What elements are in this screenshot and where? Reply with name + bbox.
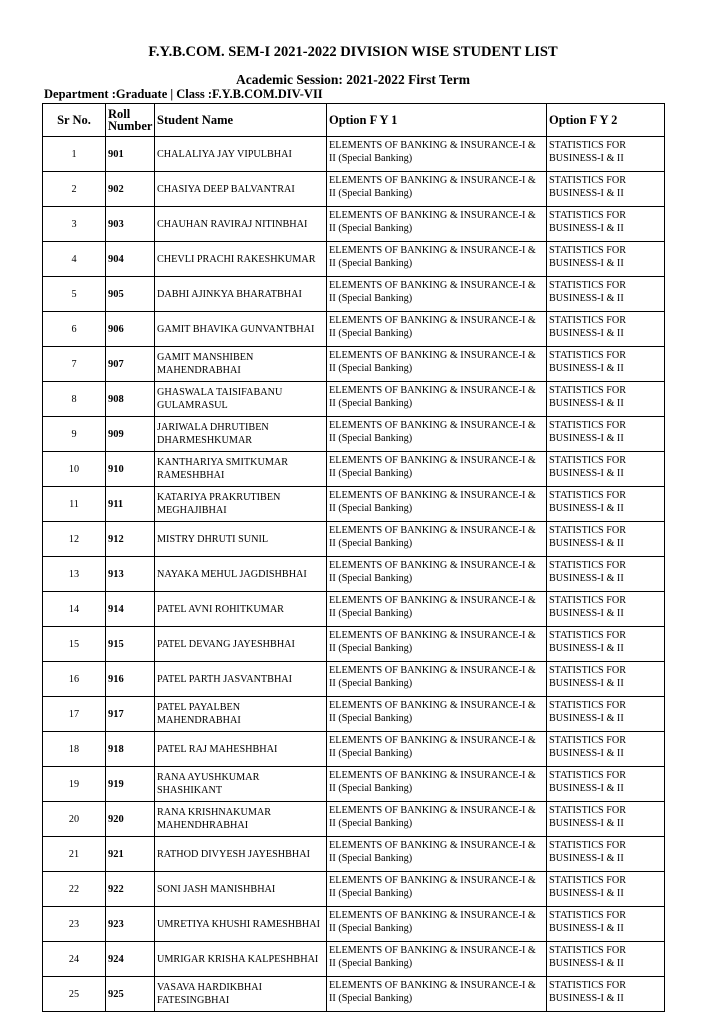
student-name-cell: VASAVA HARDIKBHAI FATESINGBHAI [155, 977, 327, 1012]
sr-no-cell: 21 [43, 837, 106, 872]
roll-number-cell: 925 [106, 977, 155, 1012]
sr-no-cell: 19 [43, 767, 106, 802]
student-name-cell: CHAUHAN RAVIRAJ NITINBHAI [155, 207, 327, 242]
table-row [43, 732, 665, 767]
roll-number-cell: 901 [106, 137, 155, 172]
student-name-cell: PATEL RAJ MAHESHBHAI [155, 732, 327, 767]
roll-number-cell: 906 [106, 312, 155, 347]
student-name-cell: UMRIGAR KRISHA KALPESHBHAI [155, 942, 327, 977]
student-name-cell: KATARIYA PRAKRUTIBEN MEGHAJIBHAI [155, 487, 327, 522]
table-row [43, 382, 665, 417]
sr-no-cell: 12 [43, 522, 106, 557]
column-header-roll-number: Roll Number [106, 104, 155, 137]
page-title: F.Y.B.COM. SEM-I 2021-2022 DIVISION WISE STUDENT LIST [148, 44, 558, 60]
roll-number-cell: 910 [106, 452, 155, 487]
roll-number-cell: 907 [106, 347, 155, 382]
roll-number-cell: 917 [106, 697, 155, 732]
roll-number-cell: 914 [106, 592, 155, 627]
option-fy2-cell: STATISTICS FOR BUSINESS-I & II [547, 452, 665, 487]
option-fy2-cell: STATISTICS FOR BUSINESS-I & II [547, 592, 665, 627]
student-name-cell: NAYAKA MEHUL JAGDISHBHAI [155, 557, 327, 592]
table-row [43, 977, 665, 1012]
academic-session: Academic Session: 2021-2022 First Term [236, 72, 470, 87]
option-fy2-cell: STATISTICS FOR BUSINESS-I & II [547, 942, 665, 977]
sr-no-cell: 11 [43, 487, 106, 522]
option-fy1-cell: ELEMENTS OF BANKING & INSURANCE-I & II (Special Banking) [327, 417, 547, 452]
student-name-cell: RANA KRISHNAKUMAR MAHENDHRABHAI [155, 802, 327, 837]
table-header-row [43, 104, 665, 137]
student-name-cell: MISTRY DHRUTI SUNIL [155, 522, 327, 557]
roll-number-cell: 924 [106, 942, 155, 977]
table-row [43, 137, 665, 172]
option-fy2-cell: STATISTICS FOR BUSINESS-I & II [547, 347, 665, 382]
column-header-student-name: Student Name [155, 104, 327, 137]
sr-no-cell: 24 [43, 942, 106, 977]
option-fy1-cell: ELEMENTS OF BANKING & INSURANCE-I & II (Special Banking) [327, 277, 547, 312]
option-fy2-cell: STATISTICS FOR BUSINESS-I & II [547, 907, 665, 942]
sr-no-cell: 5 [43, 277, 106, 312]
student-name-cell: CHASIYA DEEP BALVANTRAI [155, 172, 327, 207]
roll-number-cell: 921 [106, 837, 155, 872]
sr-no-cell: 23 [43, 907, 106, 942]
table-row [43, 557, 665, 592]
sr-no-cell: 2 [43, 172, 106, 207]
student-name-cell: PATEL PAYALBEN MAHENDRABHAI [155, 697, 327, 732]
sr-no-cell: 4 [43, 242, 106, 277]
table-row [43, 627, 665, 662]
option-fy2-cell: STATISTICS FOR BUSINESS-I & II [547, 312, 665, 347]
roll-number-cell: 920 [106, 802, 155, 837]
column-header-option-fy1: Option F Y 1 [327, 104, 547, 137]
student-name-cell: PATEL PARTH JASVANTBHAI [155, 662, 327, 697]
option-fy1-cell: ELEMENTS OF BANKING & INSURANCE-I & II (Special Banking) [327, 592, 547, 627]
roll-number-cell: 916 [106, 662, 155, 697]
table-row [43, 942, 665, 977]
sr-no-cell: 13 [43, 557, 106, 592]
table-row [43, 172, 665, 207]
option-fy1-cell: ELEMENTS OF BANKING & INSURANCE-I & II (Special Banking) [327, 487, 547, 522]
option-fy1-cell: ELEMENTS OF BANKING & INSURANCE-I & II (Special Banking) [327, 312, 547, 347]
student-name-cell: RANA AYUSHKUMAR SHASHIKANT [155, 767, 327, 802]
option-fy1-cell: ELEMENTS OF BANKING & INSURANCE-I & II (Special Banking) [327, 732, 547, 767]
student-name-cell: KANTHARIYA SMITKUMAR RAMESHBHAI [155, 452, 327, 487]
roll-number-cell: 913 [106, 557, 155, 592]
table-row [43, 697, 665, 732]
option-fy2-cell: STATISTICS FOR BUSINESS-I & II [547, 277, 665, 312]
option-fy1-cell: ELEMENTS OF BANKING & INSURANCE-I & II (Special Banking) [327, 942, 547, 977]
option-fy1-cell: ELEMENTS OF BANKING & INSURANCE-I & II (Special Banking) [327, 452, 547, 487]
option-fy1-cell: ELEMENTS OF BANKING & INSURANCE-I & II (Special Banking) [327, 872, 547, 907]
roll-number-cell: 919 [106, 767, 155, 802]
option-fy1-cell: ELEMENTS OF BANKING & INSURANCE-I & II (Special Banking) [327, 907, 547, 942]
sr-no-cell: 10 [43, 452, 106, 487]
option-fy1-cell: ELEMENTS OF BANKING & INSURANCE-I & II (Special Banking) [327, 242, 547, 277]
roll-number-cell: 922 [106, 872, 155, 907]
table-row [43, 872, 665, 907]
table-row [43, 277, 665, 312]
option-fy2-cell: STATISTICS FOR BUSINESS-I & II [547, 382, 665, 417]
roll-number-cell: 915 [106, 627, 155, 662]
roll-number-cell: 918 [106, 732, 155, 767]
sr-no-cell: 3 [43, 207, 106, 242]
option-fy1-cell: ELEMENTS OF BANKING & INSURANCE-I & II (Special Banking) [327, 627, 547, 662]
option-fy1-cell: ELEMENTS OF BANKING & INSURANCE-I & II (Special Banking) [327, 172, 547, 207]
roll-number-cell: 902 [106, 172, 155, 207]
option-fy2-cell: STATISTICS FOR BUSINESS-I & II [547, 767, 665, 802]
roll-number-cell: 905 [106, 277, 155, 312]
option-fy2-cell: STATISTICS FOR BUSINESS-I & II [547, 172, 665, 207]
sr-no-cell: 15 [43, 627, 106, 662]
option-fy2-cell: STATISTICS FOR BUSINESS-I & II [547, 207, 665, 242]
roll-number-cell: 911 [106, 487, 155, 522]
student-name-cell: PATEL DEVANG JAYESHBHAI [155, 627, 327, 662]
column-header-sr-no: Sr No. [43, 104, 106, 137]
option-fy2-cell: STATISTICS FOR BUSINESS-I & II [547, 977, 665, 1012]
student-name-cell: GAMIT BHAVIKA GUNVANTBHAI [155, 312, 327, 347]
student-name-cell: PATEL AVNI ROHITKUMAR [155, 592, 327, 627]
sr-no-cell: 8 [43, 382, 106, 417]
option-fy1-cell: ELEMENTS OF BANKING & INSURANCE-I & II (Special Banking) [327, 802, 547, 837]
student-name-cell: GAMIT MANSHIBEN MAHENDRABHAI [155, 347, 327, 382]
student-name-cell: JARIWALA DHRUTIBEN DHARMESHKUMAR [155, 417, 327, 452]
option-fy2-cell: STATISTICS FOR BUSINESS-I & II [547, 697, 665, 732]
option-fy1-cell: ELEMENTS OF BANKING & INSURANCE-I & II (Special Banking) [327, 557, 547, 592]
option-fy2-cell: STATISTICS FOR BUSINESS-I & II [547, 137, 665, 172]
table-row [43, 207, 665, 242]
option-fy1-cell: ELEMENTS OF BANKING & INSURANCE-I & II (Special Banking) [327, 697, 547, 732]
sr-no-cell: 7 [43, 347, 106, 382]
sr-no-cell: 6 [43, 312, 106, 347]
sr-no-cell: 14 [43, 592, 106, 627]
option-fy1-cell: ELEMENTS OF BANKING & INSURANCE-I & II (Special Banking) [327, 662, 547, 697]
student-name-cell: CHEVLI PRACHI RAKESHKUMAR [155, 242, 327, 277]
option-fy2-cell: STATISTICS FOR BUSINESS-I & II [547, 732, 665, 767]
student-name-cell: SONI JASH MANISHBHAI [155, 872, 327, 907]
sr-no-cell: 20 [43, 802, 106, 837]
option-fy2-cell: STATISTICS FOR BUSINESS-I & II [547, 802, 665, 837]
table-row [43, 312, 665, 347]
table-row [43, 767, 665, 802]
student-name-cell: DABHI AJINKYA BHARATBHAI [155, 277, 327, 312]
student-name-cell: CHALALIYA JAY VIPULBHAI [155, 137, 327, 172]
option-fy2-cell: STATISTICS FOR BUSINESS-I & II [547, 837, 665, 872]
table-row [43, 907, 665, 942]
roll-number-cell: 923 [106, 907, 155, 942]
option-fy1-cell: ELEMENTS OF BANKING & INSURANCE-I & II (Special Banking) [327, 767, 547, 802]
table-row [43, 837, 665, 872]
option-fy2-cell: STATISTICS FOR BUSINESS-I & II [547, 662, 665, 697]
table-row [43, 452, 665, 487]
option-fy1-cell: ELEMENTS OF BANKING & INSURANCE-I & II (Special Banking) [327, 137, 547, 172]
column-header-option-fy2: Option F Y 2 [547, 104, 665, 137]
roll-number-cell: 903 [106, 207, 155, 242]
student-name-cell: GHASWALA TAISIFABANU GULAMRASUL [155, 382, 327, 417]
roll-number-cell: 908 [106, 382, 155, 417]
department-class-line: Department :Graduate | Class :F.Y.B.COM.DIV-VII [44, 87, 323, 101]
option-fy2-cell: STATISTICS FOR BUSINESS-I & II [547, 417, 665, 452]
option-fy1-cell: ELEMENTS OF BANKING & INSURANCE-I & II (Special Banking) [327, 977, 547, 1012]
sr-no-cell: 1 [43, 137, 106, 172]
option-fy2-cell: STATISTICS FOR BUSINESS-I & II [547, 872, 665, 907]
table-row [43, 802, 665, 837]
sr-no-cell: 17 [43, 697, 106, 732]
table-row [43, 242, 665, 277]
student-list-table [42, 103, 665, 1012]
sr-no-cell: 9 [43, 417, 106, 452]
table-row [43, 592, 665, 627]
option-fy2-cell: STATISTICS FOR BUSINESS-I & II [547, 487, 665, 522]
option-fy2-cell: STATISTICS FOR BUSINESS-I & II [547, 522, 665, 557]
student-name-cell: UMRETIYA KHUSHI RAMESHBHAI [155, 907, 327, 942]
table-row [43, 522, 665, 557]
roll-number-cell: 904 [106, 242, 155, 277]
roll-number-cell: 912 [106, 522, 155, 557]
option-fy1-cell: ELEMENTS OF BANKING & INSURANCE-I & II (Special Banking) [327, 382, 547, 417]
option-fy1-cell: ELEMENTS OF BANKING & INSURANCE-I & II (Special Banking) [327, 207, 547, 242]
option-fy2-cell: STATISTICS FOR BUSINESS-I & II [547, 627, 665, 662]
sr-no-cell: 18 [43, 732, 106, 767]
sr-no-cell: 22 [43, 872, 106, 907]
option-fy2-cell: STATISTICS FOR BUSINESS-I & II [547, 242, 665, 277]
option-fy1-cell: ELEMENTS OF BANKING & INSURANCE-I & II (Special Banking) [327, 522, 547, 557]
option-fy1-cell: ELEMENTS OF BANKING & INSURANCE-I & II (Special Banking) [327, 347, 547, 382]
table-row [43, 487, 665, 522]
table-row [43, 417, 665, 452]
option-fy1-cell: ELEMENTS OF BANKING & INSURANCE-I & II (Special Banking) [327, 837, 547, 872]
table-row [43, 347, 665, 382]
student-name-cell: RATHOD DIVYESH JAYESHBHAI [155, 837, 327, 872]
table-row [43, 662, 665, 697]
sr-no-cell: 16 [43, 662, 106, 697]
sr-no-cell: 25 [43, 977, 106, 1012]
roll-number-cell: 909 [106, 417, 155, 452]
option-fy2-cell: STATISTICS FOR BUSINESS-I & II [547, 557, 665, 592]
